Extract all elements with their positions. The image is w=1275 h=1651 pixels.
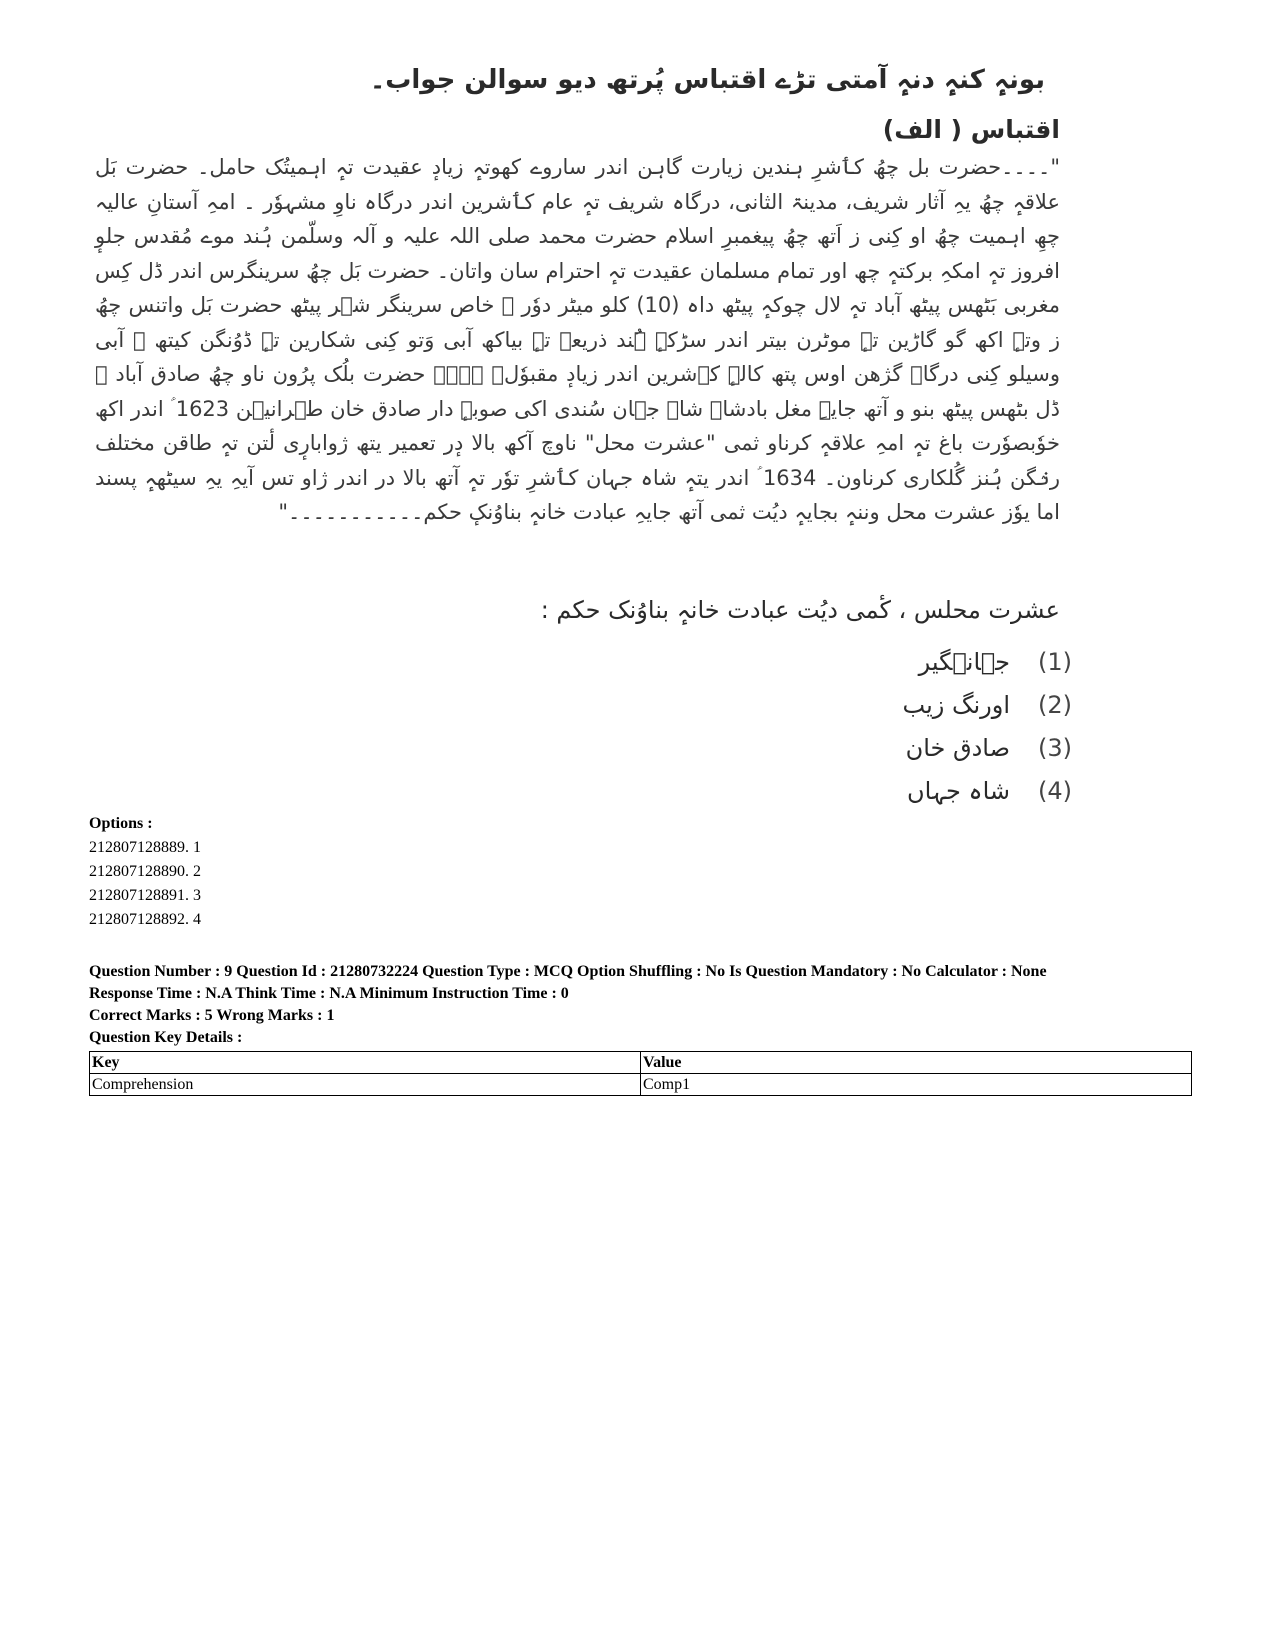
options-section [89,812,201,932]
options-label: Options : [89,815,153,832]
choice-text: اورنگ زیب [902,690,1010,719]
choice-text: صادق خان [905,733,1010,762]
table-header-row [90,1052,1192,1074]
choice-text: شاہ جہاں [907,776,1010,805]
question-text: عشرت محلس ، کٔمی دیُت عبادت خانہٕ بناوُنک حکم : [540,596,1060,624]
choice-number: (1) [1038,647,1072,676]
option-id: 212807128892. 4 [89,911,201,928]
question-info-line: Question Number : 9 Question Id : 21280732224 Question Type : MCQ Option Shuffling : No Is Question Mandatory : No Calculator : None [89,963,1047,980]
choice-item [680,769,1080,812]
choices-list [680,640,1080,812]
option-id: 212807128890. 2 [89,863,201,880]
choice-item [680,726,1080,769]
table-cell-value: Comp1 [641,1074,1192,1096]
key-details-label: Question Key Details : [89,1029,243,1046]
instruction-text: بونہٕ کنہٕ دنہٕ آمتی تڑے اقتباس پُرتھ دیو سوالن جواب۔ [370,65,1045,95]
choice-item [680,683,1080,726]
table-cell-key: Comprehension [90,1074,641,1096]
choice-text: جہانٛگیر [918,647,1010,676]
option-id: 212807128889. 1 [89,839,201,856]
choice-number: (2) [1038,690,1072,719]
choice-number: (3) [1038,733,1072,762]
question-key-table [89,1051,1192,1096]
choice-number: (4) [1038,776,1072,805]
option-id: 212807128891. 3 [89,887,201,904]
table-header-key: Key [90,1052,641,1074]
passage-text: "۔۔۔۔حضرت بل چھُ کٲشرِ ہندین زیارت گاہن اندر ساروے کھوتہٕ زیادٕ عقیدت تہٕ اہمیتُک حامل۔ حضرت بَل علاقہٕ چھُ یہِ آثار شریف، مدینۃ الثانی، درگاہ شریف تہٕ عام کٲشرین اندر درگاہ ناوِ مشہوٗر ۔ امہِ آستانِ عالیہ چھِ اہمیت چھُ او کِنی ز اَتھ چھُ پیغمبرِ اسلام حضرت محمد صلی اللہ علیہ و آلہ وسلّمن ہُند موے مُقدس جلوٕ افروز تہٕ امکہِ برکتہٕ چھ اور تمام مسلمان عقیدت تہٕ احترام سان واتان۔ حضرت بَل چھُ سرینگرس اندر ڈل کِس مغربی بَٹھس پیٹھ آباد تہٕ لال چوکہٕ پیٹھ داہ (10) کلو میٹر دوٗر ۔ خاص سرینگر شہر پیٹھ حضرت بَل واتنس چھُ ز وتہٕ اکھ گو گاڑین تہٕ موٹرن بیتر اندر سڑکہٕ ہُند ذریعہ تہٕ بیاکھ آبی وَتو کِنی شکارین تہٕ ڈوُنگن کیتھ ۔ آبی وسیلو کِنی درگاہ گژھن اوس پتھ کالہٕ کٲشرین اندر زیادٕ مقبوٗل۔ ۔۔۔۔ حضرت بلُک پرُون ناو چھُ صادق آباد ۔ ڈل بٹھس پیٹھ بنو و آتھ جایہِ مغل بادشاہ شاہ جہان سُندی اکی صوبہٕ دار صادق خان طہرانیٖن 1623 ؑ اندر اکھ خوٗبصوٗرت باغ تہٕ امہِ علاقہٕ کرناو ثمی "عشرت محل" ناوچ آکھ بالا دٕر تعمیر یتھ ژوابارٕی لٔتن تہٕ طاقن مختلف رنٛگن ہُنز گُلکاری کرناون۔ 1634 ؑ اندر یتہٕ شاہ جہان کٲشرِ توٗر تہٕ آتھ بالا در اندر ژاو تس آیہِ یہِ سیٹھہٕ پسند اما یوٗز عشرت محل وننہٕ بجایہٕ دیُت ثمی آتھ جایہِ عبادت خانہٕ بناوُنکٕ حکم۔۔۔۔۔۔۔۔۔۔۔" [95,155,1060,524]
table-row [90,1074,1192,1096]
passage-heading: اقتباس ( الف) [882,115,1060,144]
timing-info-line: Response Time : N.A Think Time : N.A Minimum Instruction Time : 0 [89,985,569,1002]
marks-info-line: Correct Marks : 5 Wrong Marks : 1 [89,1007,335,1024]
choice-item [680,640,1080,683]
question-metadata [89,962,1189,1050]
table-header-value: Value [641,1052,1192,1074]
